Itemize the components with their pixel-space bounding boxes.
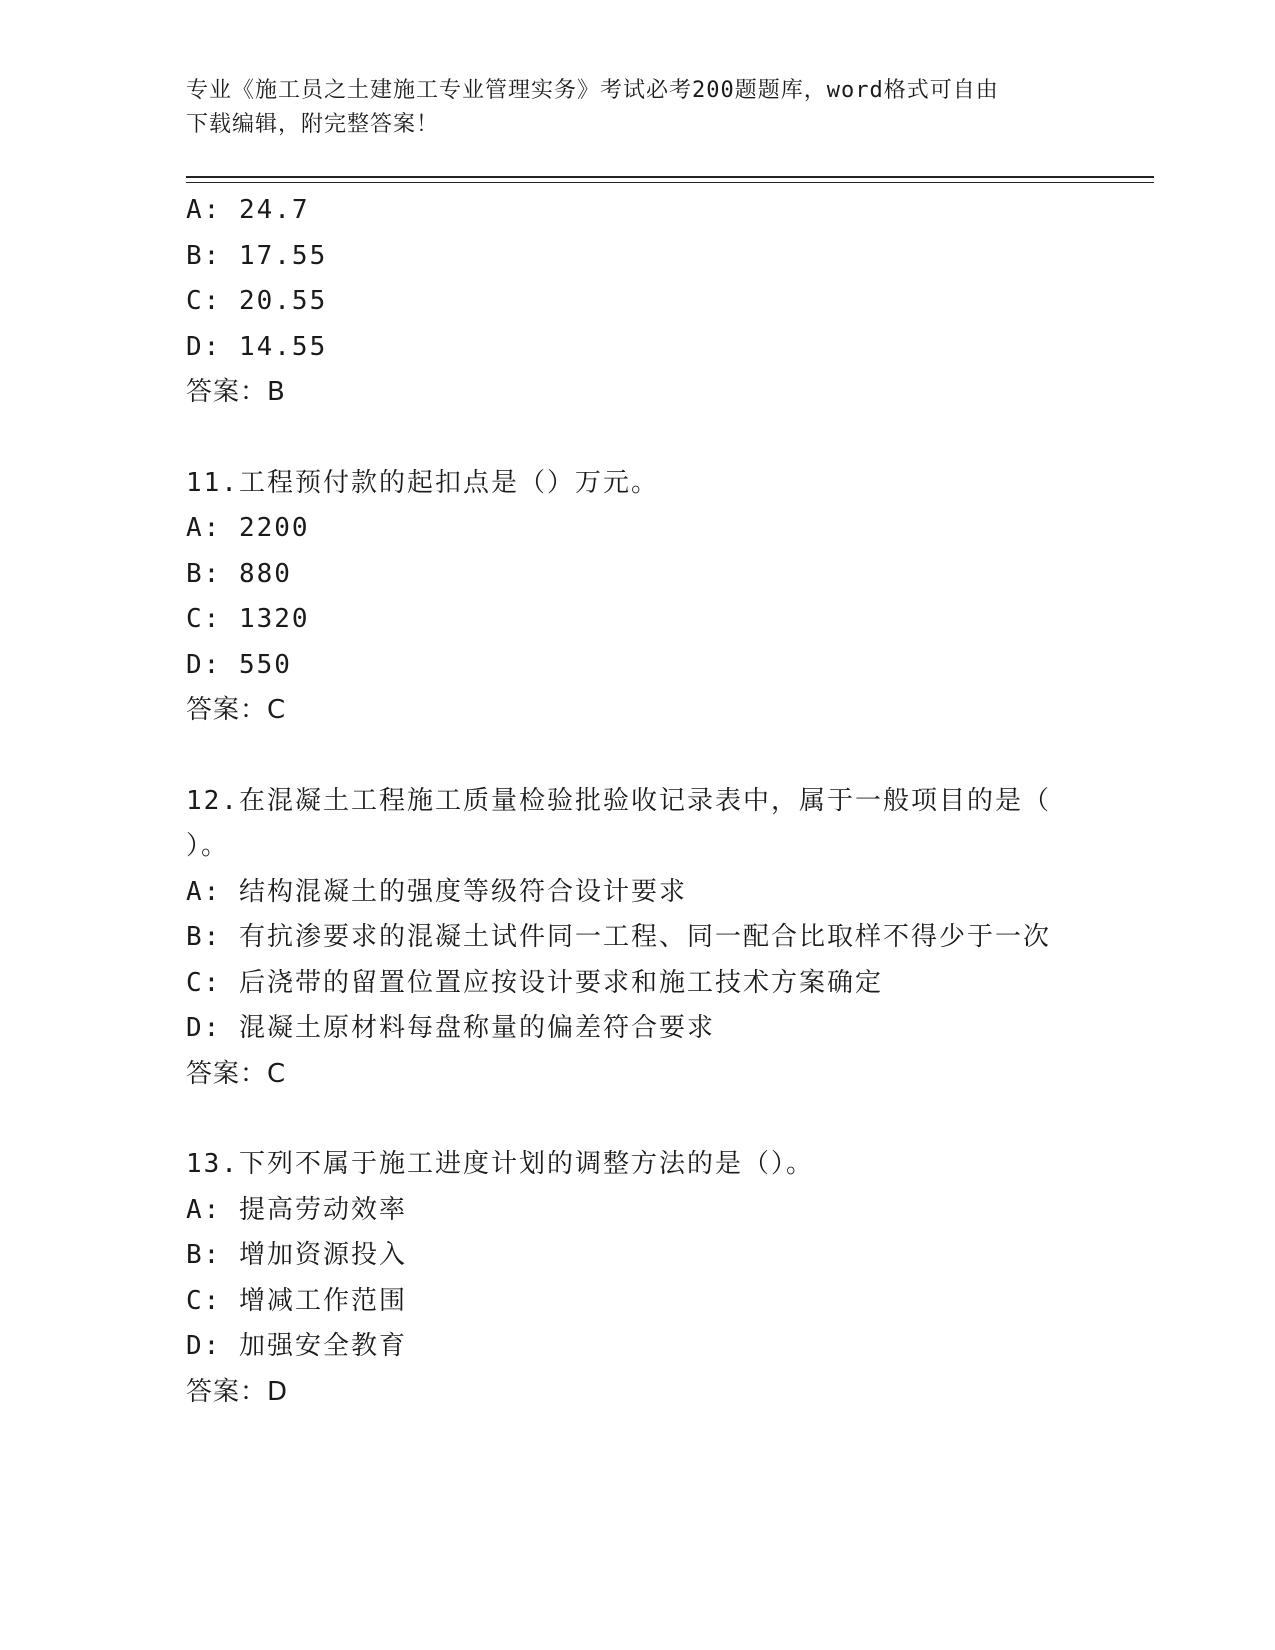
question-13 [186,1142,1086,1415]
answer-line: 答案：C [186,1058,287,1089]
question-list [186,188,1086,1415]
option-b: B: 增加资源投入 [186,1240,407,1270]
question-text: 13.下列不属于施工进度计划的调整方法的是（）。 [186,1149,814,1179]
option-d: D: 加强安全教育 [186,1331,407,1361]
option-d: D: 550 [186,649,292,680]
option-c: C: 1320 [186,604,310,634]
option-a: A: 2200 [186,513,310,543]
question-12 [186,779,1086,1098]
option-b: B: 880 [186,558,292,589]
answer-line: 答案：C [186,695,287,725]
answer-line: 答案：B [186,377,286,407]
option-a: A: 结构混凝土的强度等级符合设计要求 [186,876,687,907]
option-d: D: 14.55 [186,331,328,362]
question-text-line-1: 12.在混凝土工程施工质量检验批验收记录表中，属于一般项目的是（ [186,785,1051,816]
spacer [186,734,1086,779]
question-10 [186,188,1086,416]
header-line-2: 下载编辑，附完整答案！ [186,112,440,137]
option-c: C: 后浇带的留置位置应按设计要求和施工技术方案确定 [186,967,883,998]
question-11 [186,461,1086,734]
question-text-line-2: ）。 [186,831,230,861]
option-c: C: 20.55 [186,286,328,316]
option-a: A: 提高劳动效率 [186,1194,407,1225]
option-b: B: 17.55 [186,240,328,271]
option-a: A: 24.7 [186,195,310,225]
spacer [186,416,1086,461]
option-c: C: 增减工作范围 [186,1285,407,1316]
option-d: D: 混凝土原材料每盘称量的偏差符合要求 [186,1013,715,1043]
header-divider-thin [186,182,1154,183]
document-header [186,74,1086,142]
header-divider-thick [186,176,1154,178]
answer-line: 答案：D [186,1376,289,1407]
question-text: 11.工程预付款的起扣点是（）万元。 [186,467,659,498]
option-b: B: 有抗渗要求的混凝土试件同一工程、同一配合比取样不得少于一次 [186,922,1051,952]
spacer [186,1097,1086,1142]
header-line-1: 专业《施工员之土建施工专业管理实务》考试必考200题题库，word格式可自由 [186,78,999,103]
